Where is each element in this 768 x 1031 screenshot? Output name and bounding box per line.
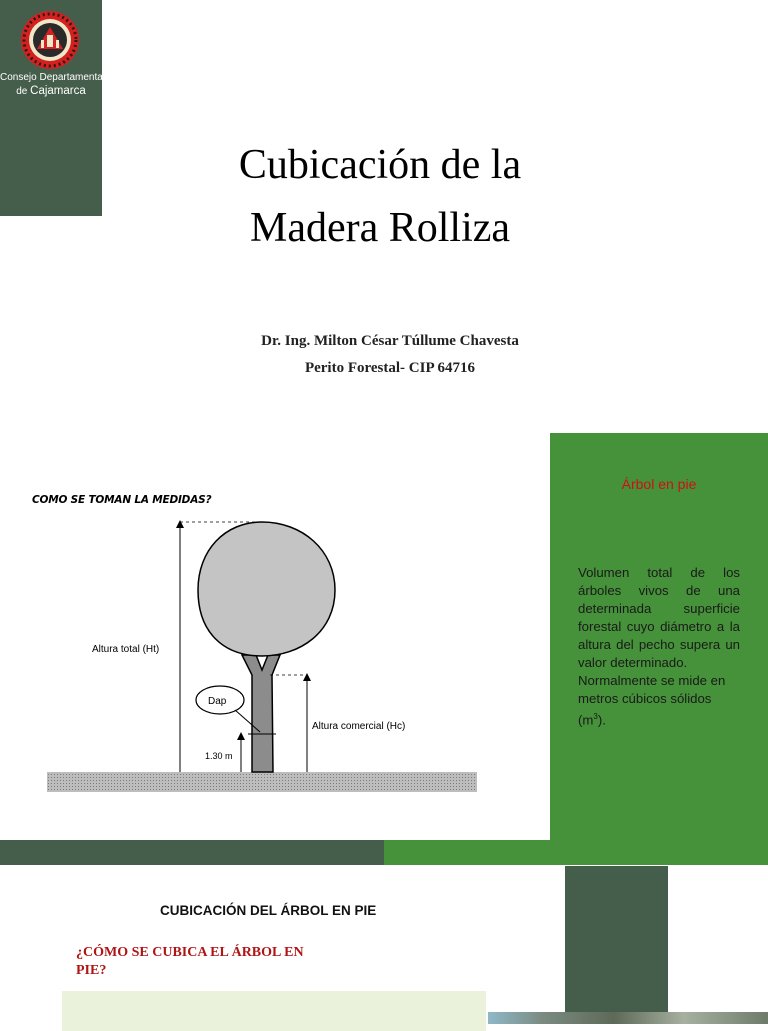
accent-bar: [565, 866, 668, 1024]
divider-band-dark: [0, 840, 384, 865]
diagram-title: COMO SE TOMAN LA MEDIDAS?: [32, 494, 212, 506]
panel-body: [578, 564, 740, 729]
tree-crown: [198, 522, 335, 656]
org-name-prefix: de: [16, 86, 31, 97]
cip-seal-logo: [20, 10, 80, 70]
author-block: [140, 328, 640, 382]
panel-note-superscript: 3: [593, 712, 598, 721]
ground: [47, 772, 477, 792]
panel-definition: Volumen total de los árboles vivos de una determinada superficie forestal cuyo diámetro a la altura del pecho supera un valor determinado.: [578, 565, 740, 670]
divider-band-green: [384, 840, 768, 865]
commercial-height-label: Altura comercial (Hc): [312, 721, 406, 732]
title-line-1: Cubicación de la: [238, 142, 522, 188]
panel-note-suffix: ).: [597, 712, 606, 728]
forest-photo: [488, 1012, 768, 1024]
org-name-line2: [0, 85, 102, 98]
panel-note: [578, 672, 740, 729]
org-name-city: Cajamarca: [30, 85, 86, 97]
tree-trunk: [242, 655, 280, 772]
breast-height-label: 1.30 m: [205, 751, 233, 761]
author-name: Dr. Ing. Milton César Túllume Chavesta: [261, 333, 519, 349]
title-line-2: Madera Rolliza: [249, 205, 511, 251]
content-box: [62, 991, 486, 1031]
panel-note-prefix: Normalmente se mide en metros cúbicos sólidos (m: [578, 673, 726, 728]
section-question: ¿CÓMO SE CUBICA EL ÁRBOL EN PIE?: [76, 945, 304, 978]
section-heading: CUBICACIÓN DEL ÁRBOL EN PIE: [160, 903, 377, 918]
tree-measurement-diagram: [30, 510, 490, 800]
author-credential: Perito Forestal- CIP 64716: [304, 360, 476, 376]
panel-heading: Árbol en pie: [621, 476, 697, 492]
org-name-line1: Consejo Departamental: [0, 72, 106, 83]
total-height-label: Altura total (Ht): [92, 644, 160, 655]
dap-label: Dap: [208, 696, 227, 707]
presentation-title: [140, 134, 620, 260]
